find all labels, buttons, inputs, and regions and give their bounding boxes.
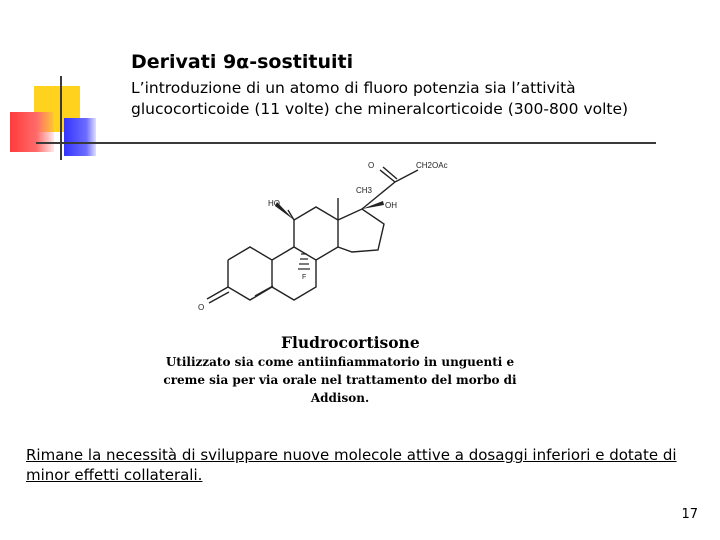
slide-subtitle: L’introduzione di un atomo di fluoro potenzia sia l’attività glucocorticoide (11 volte) che mineralcorticoide (300-800 volte) xyxy=(131,79,629,118)
drug-note: Utilizzato sia come antiinfiammatorio in unguenti e creme sia per via orale nel trattamento del morbo di Addison. xyxy=(163,355,517,405)
hydroxyl-17-label: OH xyxy=(385,201,397,210)
methyl-label: CH3 xyxy=(356,186,373,195)
decorative-vertical-line xyxy=(60,76,62,160)
decorative-red-square xyxy=(10,112,54,152)
page-number: 17 xyxy=(681,507,698,522)
decorative-horizontal-line xyxy=(36,142,656,144)
hydroxyl-11-label: HO xyxy=(268,199,280,208)
decorative-blue-square xyxy=(64,118,96,156)
drug-name: Fludrocortisone xyxy=(281,333,420,352)
ketone-oxygen-label: O xyxy=(368,161,375,170)
fludrocortisone-structure xyxy=(180,150,480,325)
conclusion-note: Rimane la necessità di sviluppare nuove molecole attive a dosaggi inferiori e dotate di minor effetti collaterali. xyxy=(26,446,677,484)
fluorine-label: F xyxy=(302,274,307,281)
ch2oac-label: CH2OAc xyxy=(416,161,448,170)
slide-title: Derivati 9α-sostituiti xyxy=(131,51,354,73)
ring-oxygen-label: O xyxy=(198,303,205,312)
